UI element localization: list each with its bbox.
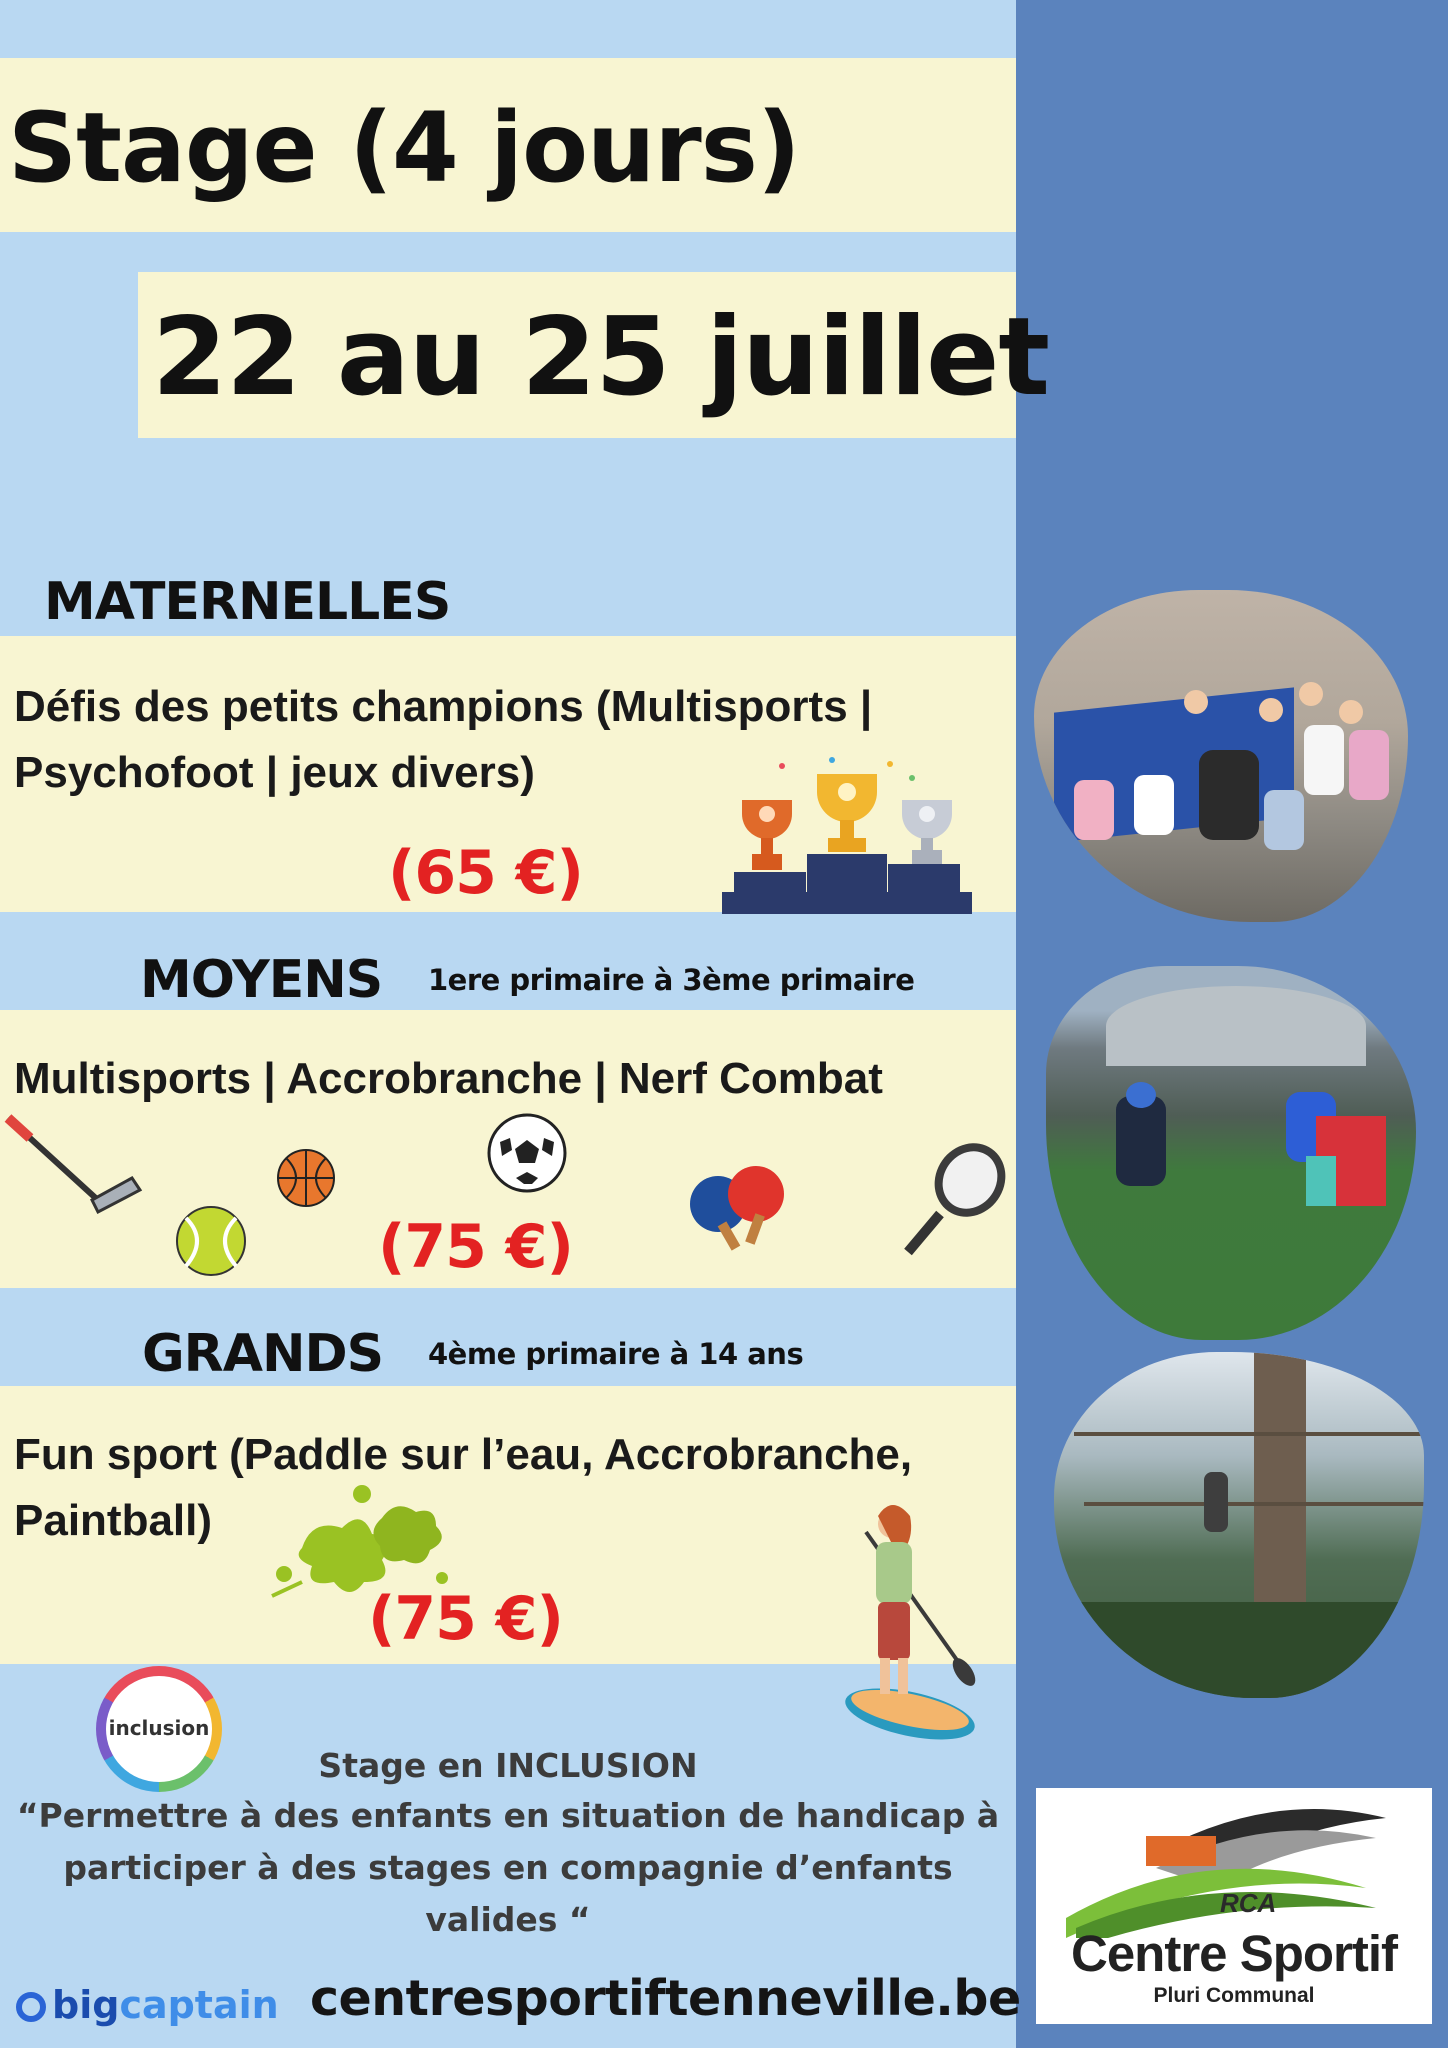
ping-pong-icon: [686, 1164, 792, 1254]
bigcaptain-logo-icon: [16, 1992, 46, 2022]
grands-age-range: 4ème primaire à 14 ans: [428, 1337, 804, 1371]
grands-description-2: Paintball): [14, 1496, 213, 1545]
grands-price: (75 €): [368, 1584, 563, 1654]
tennis-ball-icon: [174, 1204, 248, 1278]
logo-subtitle: Pluri Communal: [1153, 1984, 1315, 2007]
basketball-icon: [276, 1148, 336, 1208]
maternelles-description-1: Défis des petits champions (Multisports |: [14, 682, 873, 731]
dates-title: 22 au 25 juillet: [152, 295, 1049, 420]
padel-racket-icon: [902, 1140, 1012, 1260]
category-maternelles: MATERNELLES: [44, 572, 451, 632]
inclusion-heading: Stage en INCLUSION: [318, 1746, 698, 1785]
logo-name: Centre Sportif: [1070, 1925, 1398, 1982]
grands-description-1: Fun sport (Paddle sur l’eau, Accrobranche,: [14, 1430, 913, 1479]
maternelles-price: (65 €): [388, 838, 583, 908]
inclusion-badge-label: inclusion: [108, 1716, 210, 1740]
bigcaptain-logo: [16, 1983, 279, 2027]
category-grands: GRANDS: [142, 1324, 384, 1384]
paddle-board-icon: [830, 1496, 980, 1740]
bigcaptain-part2: captain: [119, 1983, 279, 2027]
paint-splat-icon: [262, 1478, 458, 1608]
moyens-price: (75 €): [378, 1212, 573, 1282]
golf-club-icon: [0, 1108, 150, 1228]
maternelles-description-2: Psychofoot | jeux divers): [14, 748, 535, 797]
bigcaptain-part1: big: [52, 1983, 120, 2027]
inclusion-quote-line3: valides “: [425, 1900, 591, 1939]
category-moyens: MOYENS: [140, 950, 383, 1010]
inclusion-quote-line1: “Permettre à des enfants en situation de handicap à: [16, 1796, 1000, 1835]
soccer-ball-icon: [486, 1112, 568, 1194]
page-title: Stage (4 jours): [8, 92, 800, 204]
moyens-description: Multisports | Accrobranche | Nerf Combat: [14, 1054, 883, 1103]
photo-accrobranche: [1054, 1352, 1424, 1698]
moyens-age-range: 1ere primaire à 3ème primaire: [428, 963, 915, 997]
logo-acronym: RCA: [1220, 1888, 1277, 1918]
website-link[interactable]: centresportiftenneville.be: [310, 1970, 1021, 2027]
inclusion-quote-line2: participer à des stages en compagnie d’enfants: [63, 1848, 953, 1887]
trophy-podium-icon: [722, 754, 972, 914]
centre-sportif-logo: [1036, 1788, 1432, 2024]
